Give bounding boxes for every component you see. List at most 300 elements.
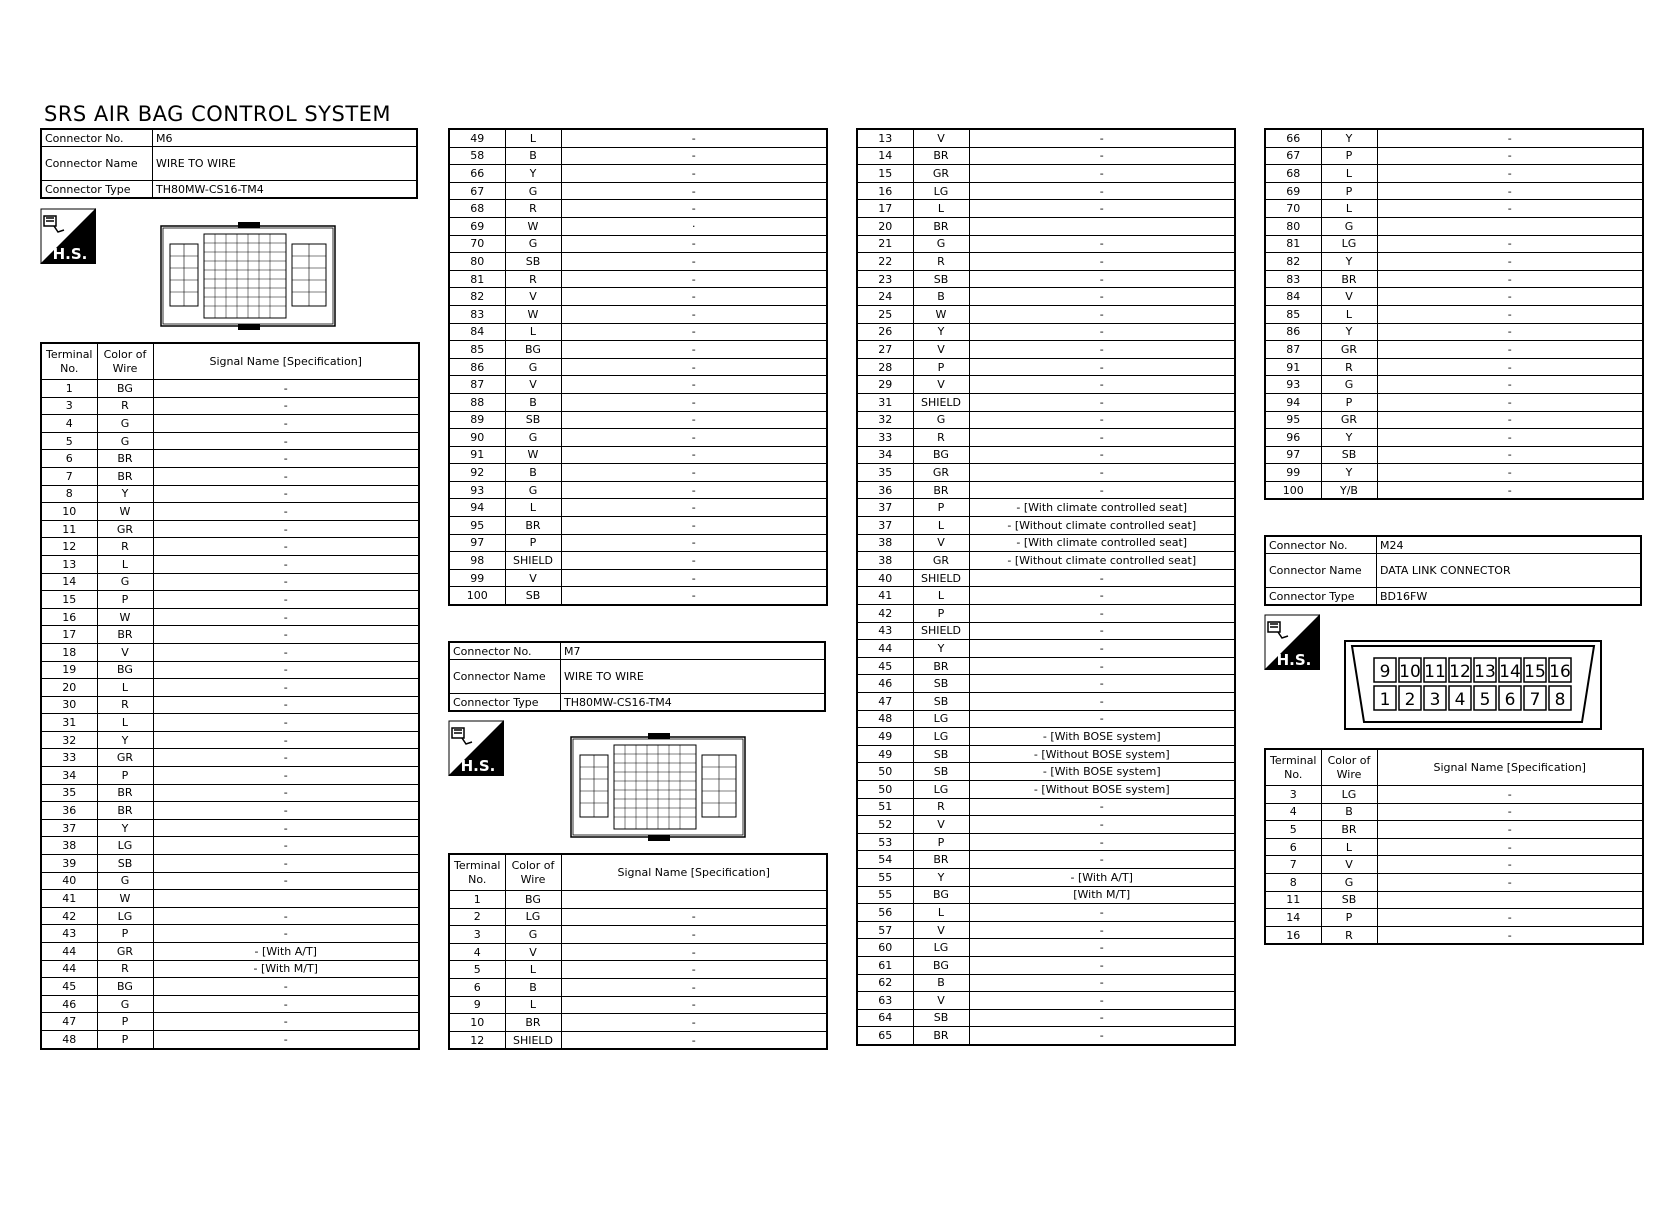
table-row bbox=[857, 446, 1235, 464]
connector-no-value: M7 bbox=[561, 642, 826, 660]
table-row bbox=[857, 851, 1235, 869]
wire-color: G bbox=[1321, 873, 1377, 891]
table-row bbox=[41, 960, 419, 978]
table-row bbox=[857, 833, 1235, 851]
terminal-no: 87 bbox=[449, 376, 505, 394]
table-row bbox=[857, 253, 1235, 271]
terminal-no: 65 bbox=[857, 1027, 913, 1045]
table-row bbox=[857, 129, 1235, 147]
signal-name: - bbox=[1377, 926, 1643, 944]
wire-color: P bbox=[913, 605, 969, 623]
signal-name: - bbox=[969, 587, 1235, 605]
wire-color: B bbox=[505, 393, 561, 411]
table-row bbox=[857, 745, 1235, 763]
table-row bbox=[41, 538, 419, 556]
table-row bbox=[41, 925, 419, 943]
table-row bbox=[41, 855, 419, 873]
signal-name: - bbox=[561, 411, 827, 429]
signal-name: - bbox=[969, 640, 1235, 658]
table-row bbox=[857, 147, 1235, 165]
wire-color: SB bbox=[913, 675, 969, 693]
signal-name: - bbox=[561, 253, 827, 271]
wire-color: GR bbox=[97, 520, 153, 538]
table-row bbox=[857, 921, 1235, 939]
terminal-no: 82 bbox=[449, 288, 505, 306]
signal-name: - bbox=[969, 675, 1235, 693]
terminal-no: 34 bbox=[857, 446, 913, 464]
table-row bbox=[449, 165, 827, 183]
wire-color: L bbox=[913, 904, 969, 922]
wire-color: BR bbox=[913, 851, 969, 869]
signal-name: - bbox=[153, 819, 419, 837]
wire-color: V bbox=[1321, 856, 1377, 874]
wire-color: SHIELD bbox=[913, 569, 969, 587]
signal-name: - bbox=[561, 270, 827, 288]
terminal-no: 17 bbox=[41, 626, 97, 644]
terminal-no: 50 bbox=[857, 780, 913, 798]
terminal-no: 83 bbox=[1265, 270, 1321, 288]
terminal-no: 47 bbox=[857, 693, 913, 711]
table-row bbox=[449, 129, 827, 147]
terminal-no: 85 bbox=[449, 341, 505, 359]
terminal-no: 99 bbox=[449, 569, 505, 587]
harness-side-icon bbox=[448, 720, 504, 776]
connector-name-value: WIRE TO WIRE bbox=[561, 660, 826, 694]
terminal-no: 16 bbox=[1265, 926, 1321, 944]
harness-side-icon bbox=[1264, 614, 1320, 670]
table-row bbox=[1265, 429, 1643, 447]
wire-color: Y bbox=[1321, 129, 1377, 147]
wire-color: GR bbox=[913, 552, 969, 570]
table-row bbox=[857, 569, 1235, 587]
table-row bbox=[1265, 129, 1643, 147]
signal-name: - bbox=[1377, 481, 1643, 499]
table-row bbox=[449, 891, 827, 909]
table-row bbox=[1265, 446, 1643, 464]
signal-name: - bbox=[969, 710, 1235, 728]
table-row bbox=[1265, 803, 1643, 821]
table-row bbox=[449, 978, 827, 996]
terminal-no: 21 bbox=[857, 235, 913, 253]
signal-name: - bbox=[561, 978, 827, 996]
wire-color: BG bbox=[913, 446, 969, 464]
wire-color: BG bbox=[913, 886, 969, 904]
signal-name: - [With climate controlled seat] bbox=[969, 534, 1235, 552]
table-row bbox=[857, 411, 1235, 429]
wire-color: V bbox=[913, 534, 969, 552]
wire-color: L bbox=[913, 587, 969, 605]
signal-name: - bbox=[969, 1009, 1235, 1027]
terminal-no-header: Terminal No. bbox=[41, 343, 97, 380]
terminal-no: 49 bbox=[857, 728, 913, 746]
terminal-no: 48 bbox=[857, 710, 913, 728]
terminal-no: 66 bbox=[1265, 129, 1321, 147]
table-row bbox=[41, 591, 419, 609]
signal-name: - bbox=[153, 855, 419, 873]
signal-name: - bbox=[561, 165, 827, 183]
table-row bbox=[857, 640, 1235, 658]
wire-color: L bbox=[97, 555, 153, 573]
signal-name: - bbox=[969, 605, 1235, 623]
terminal-no: 81 bbox=[1265, 235, 1321, 253]
signal-name: - bbox=[561, 569, 827, 587]
terminal-no: 35 bbox=[857, 464, 913, 482]
table-row bbox=[449, 552, 827, 570]
table-row bbox=[1265, 376, 1643, 394]
terminal-no: 67 bbox=[449, 182, 505, 200]
table-row bbox=[857, 552, 1235, 570]
pin-number: 5 bbox=[1479, 690, 1491, 710]
terminal-no: 3 bbox=[1265, 786, 1321, 804]
wire-color: BR bbox=[97, 450, 153, 468]
terminal-no: 48 bbox=[41, 1030, 97, 1048]
signal-name: - bbox=[153, 608, 419, 626]
wire-color: BR bbox=[97, 802, 153, 820]
signal-name: - bbox=[153, 978, 419, 996]
wire-color: Y bbox=[1321, 253, 1377, 271]
terminal-no: 61 bbox=[857, 956, 913, 974]
table-row bbox=[857, 288, 1235, 306]
table-row bbox=[1265, 393, 1643, 411]
table-row bbox=[41, 432, 419, 450]
wire-color: L bbox=[913, 200, 969, 218]
terminal-no: 20 bbox=[41, 679, 97, 697]
terminal-no: 31 bbox=[41, 714, 97, 732]
table-row bbox=[449, 288, 827, 306]
terminal-no: 7 bbox=[41, 467, 97, 485]
wire-color: BR bbox=[505, 1014, 561, 1032]
wire-color: BR bbox=[1321, 821, 1377, 839]
signal-name: - bbox=[561, 1014, 827, 1032]
table-row bbox=[41, 397, 419, 415]
table-row bbox=[41, 1030, 419, 1048]
signal-name-header: Signal Name [Specification] bbox=[1377, 749, 1643, 786]
m6-connector-info bbox=[40, 128, 418, 199]
signal-name: - [With climate controlled seat] bbox=[969, 499, 1235, 517]
table-row bbox=[1265, 838, 1643, 856]
m24-connector-info bbox=[1264, 535, 1642, 606]
terminal-no: 33 bbox=[41, 749, 97, 767]
table-row bbox=[857, 358, 1235, 376]
wire-color: BG bbox=[97, 380, 153, 398]
table-row bbox=[857, 534, 1235, 552]
pin-number: 12 bbox=[1449, 662, 1471, 682]
terminal-no-header: Terminal No. bbox=[449, 854, 505, 891]
wire-color: GR bbox=[913, 464, 969, 482]
signal-name: - bbox=[561, 288, 827, 306]
connector-no-value: M24 bbox=[1377, 536, 1642, 554]
table-row bbox=[857, 992, 1235, 1010]
wire-color-header: Color of Wire bbox=[1321, 749, 1377, 786]
signal-name: - bbox=[1377, 129, 1643, 147]
table-row bbox=[857, 587, 1235, 605]
table-row bbox=[449, 569, 827, 587]
terminal-no: 6 bbox=[449, 978, 505, 996]
terminal-no: 1 bbox=[41, 380, 97, 398]
terminal-no: 88 bbox=[449, 393, 505, 411]
wire-color: W bbox=[97, 608, 153, 626]
wire-color: B bbox=[913, 288, 969, 306]
wire-color: BR bbox=[913, 147, 969, 165]
wire-color: R bbox=[913, 798, 969, 816]
terminal-no: 87 bbox=[1265, 341, 1321, 359]
terminal-no: 68 bbox=[1265, 165, 1321, 183]
wire-color: V bbox=[505, 376, 561, 394]
terminal-no: 90 bbox=[449, 429, 505, 447]
signal-name: - bbox=[153, 995, 419, 1013]
terminal-no: 91 bbox=[1265, 358, 1321, 376]
signal-name: - bbox=[969, 569, 1235, 587]
terminal-no: 20 bbox=[857, 217, 913, 235]
signal-name: - bbox=[153, 731, 419, 749]
table-row bbox=[449, 534, 827, 552]
terminal-no: 42 bbox=[41, 907, 97, 925]
wire-color: Y bbox=[1321, 323, 1377, 341]
wire-color: W bbox=[505, 217, 561, 235]
wire-color: L bbox=[913, 517, 969, 535]
signal-name bbox=[1377, 217, 1643, 235]
signal-name: - bbox=[1377, 358, 1643, 376]
signal-name: - bbox=[153, 450, 419, 468]
table-row bbox=[857, 763, 1235, 781]
table-row bbox=[41, 573, 419, 591]
table-row bbox=[857, 622, 1235, 640]
table-row bbox=[449, 429, 827, 447]
wire-color: LG bbox=[97, 837, 153, 855]
m7-continued-table-2 bbox=[1264, 128, 1644, 500]
table-row bbox=[1265, 891, 1643, 909]
table-row bbox=[449, 908, 827, 926]
wire-color: GR bbox=[1321, 341, 1377, 359]
table-row bbox=[41, 380, 419, 398]
table-row bbox=[1265, 288, 1643, 306]
connector-name-label: Connector Name bbox=[1265, 554, 1377, 588]
wire-color: B bbox=[505, 978, 561, 996]
table-row bbox=[857, 780, 1235, 798]
table-row bbox=[1265, 270, 1643, 288]
signal-name-header: Signal Name [Specification] bbox=[153, 343, 419, 380]
signal-name: - bbox=[561, 908, 827, 926]
signal-name: - bbox=[561, 587, 827, 605]
terminal-no: 68 bbox=[449, 200, 505, 218]
signal-name: - bbox=[969, 657, 1235, 675]
table-row bbox=[41, 767, 419, 785]
wire-color: V bbox=[913, 129, 969, 147]
terminal-no: 15 bbox=[857, 165, 913, 183]
terminal-no: 98 bbox=[449, 552, 505, 570]
terminal-no: 14 bbox=[857, 147, 913, 165]
wire-color: P bbox=[913, 833, 969, 851]
signal-name: - bbox=[1377, 305, 1643, 323]
table-row bbox=[41, 485, 419, 503]
table-row bbox=[857, 323, 1235, 341]
table-row bbox=[857, 429, 1235, 447]
connector-no-label: Connector No. bbox=[1265, 536, 1377, 554]
terminal-no: 43 bbox=[41, 925, 97, 943]
terminal-no: 19 bbox=[41, 661, 97, 679]
signal-name: - bbox=[969, 411, 1235, 429]
wire-color: R bbox=[505, 200, 561, 218]
signal-name: - bbox=[969, 305, 1235, 323]
signal-name: - bbox=[153, 520, 419, 538]
signal-name: [With M/T] bbox=[969, 886, 1235, 904]
m24-data-link-connector-diagram bbox=[1344, 640, 1602, 730]
table-row bbox=[41, 872, 419, 890]
wire-color: V bbox=[913, 376, 969, 394]
terminal-no: 16 bbox=[41, 608, 97, 626]
signal-name: - bbox=[969, 1027, 1235, 1045]
terminal-no: 9 bbox=[449, 996, 505, 1014]
signal-name: - bbox=[1377, 376, 1643, 394]
wire-color: G bbox=[97, 432, 153, 450]
signal-name: - bbox=[153, 626, 419, 644]
wire-color: P bbox=[1321, 393, 1377, 411]
signal-name: - bbox=[561, 235, 827, 253]
signal-name: - bbox=[153, 538, 419, 556]
wire-color: L bbox=[505, 961, 561, 979]
connector-name-value: DATA LINK CONNECTOR bbox=[1377, 554, 1642, 588]
signal-name: - bbox=[561, 1031, 827, 1049]
signal-name: - bbox=[561, 499, 827, 517]
connector-name-label: Connector Name bbox=[41, 147, 153, 181]
terminal-no: 34 bbox=[41, 767, 97, 785]
page-title: SRS AIR BAG CONTROL SYSTEM bbox=[44, 102, 392, 126]
table-row bbox=[1265, 909, 1643, 927]
wire-color: Y bbox=[913, 323, 969, 341]
table-row bbox=[41, 995, 419, 1013]
pin-number: 15 bbox=[1524, 662, 1546, 682]
m7-connector-diagram bbox=[570, 733, 746, 841]
terminal-no: 12 bbox=[449, 1031, 505, 1049]
terminal-no: 18 bbox=[41, 643, 97, 661]
signal-name: - bbox=[153, 380, 419, 398]
table-row bbox=[857, 816, 1235, 834]
table-row bbox=[41, 907, 419, 925]
signal-name bbox=[969, 217, 1235, 235]
wire-color: SB bbox=[505, 587, 561, 605]
table-row bbox=[1265, 464, 1643, 482]
signal-name: - [Without climate controlled seat] bbox=[969, 517, 1235, 535]
terminal-no: 95 bbox=[1265, 411, 1321, 429]
signal-name: - bbox=[969, 429, 1235, 447]
table-row bbox=[857, 939, 1235, 957]
terminal-no: 37 bbox=[41, 819, 97, 837]
terminal-no: 17 bbox=[857, 200, 913, 218]
terminal-no: 53 bbox=[857, 833, 913, 851]
signal-name: - bbox=[969, 939, 1235, 957]
connector-no-label: Connector No. bbox=[449, 642, 561, 660]
wire-color: B bbox=[505, 147, 561, 165]
wire-color: G bbox=[505, 182, 561, 200]
wire-color: W bbox=[913, 305, 969, 323]
signal-name: - bbox=[561, 429, 827, 447]
m24-terminal-table bbox=[1264, 748, 1644, 945]
terminal-no: 3 bbox=[41, 397, 97, 415]
wire-color: R bbox=[913, 429, 969, 447]
terminal-no: 45 bbox=[857, 657, 913, 675]
terminal-no: 29 bbox=[857, 376, 913, 394]
terminal-no: 41 bbox=[41, 890, 97, 908]
terminal-no-header: Terminal No. bbox=[1265, 749, 1321, 786]
signal-name: - [Without BOSE system] bbox=[969, 780, 1235, 798]
signal-name: - bbox=[969, 921, 1235, 939]
signal-name: - bbox=[1377, 803, 1643, 821]
table-row bbox=[857, 904, 1235, 922]
table-row bbox=[41, 819, 419, 837]
signal-name: - bbox=[561, 323, 827, 341]
signal-name: - bbox=[1377, 253, 1643, 271]
signal-name: - bbox=[561, 481, 827, 499]
wire-color: G bbox=[97, 872, 153, 890]
signal-name: - bbox=[153, 591, 419, 609]
signal-name: - bbox=[561, 534, 827, 552]
terminal-no: 57 bbox=[857, 921, 913, 939]
signal-name: - [With M/T] bbox=[153, 960, 419, 978]
wire-color: SB bbox=[1321, 891, 1377, 909]
terminal-no: 43 bbox=[857, 622, 913, 640]
terminal-no: 10 bbox=[449, 1014, 505, 1032]
signal-name: - bbox=[1377, 323, 1643, 341]
m24-header-table bbox=[1264, 535, 1642, 606]
signal-name: - bbox=[969, 393, 1235, 411]
table-row bbox=[857, 235, 1235, 253]
terminal-no: 6 bbox=[1265, 838, 1321, 856]
m6-terminal-table bbox=[40, 342, 420, 1050]
terminal-no: 96 bbox=[1265, 429, 1321, 447]
table-row bbox=[1265, 235, 1643, 253]
wire-color: G bbox=[505, 235, 561, 253]
hs-label: H.S. bbox=[52, 245, 88, 263]
table-row bbox=[41, 467, 419, 485]
signal-name: - bbox=[153, 643, 419, 661]
wire-color: BG bbox=[97, 978, 153, 996]
table-row bbox=[857, 728, 1235, 746]
m24-rows bbox=[1265, 786, 1643, 945]
table-row bbox=[41, 731, 419, 749]
terminal-no: 39 bbox=[41, 855, 97, 873]
terminal-no: 99 bbox=[1265, 464, 1321, 482]
signal-name: - bbox=[1377, 411, 1643, 429]
terminal-no: 97 bbox=[449, 534, 505, 552]
signal-name: - bbox=[969, 956, 1235, 974]
wire-color: LG bbox=[913, 728, 969, 746]
terminal-no: 82 bbox=[1265, 253, 1321, 271]
terminal-no: 25 bbox=[857, 305, 913, 323]
table-row bbox=[857, 956, 1235, 974]
signal-name: - bbox=[561, 926, 827, 944]
signal-name: - bbox=[969, 974, 1235, 992]
table-row bbox=[41, 661, 419, 679]
connector-type-value: BD16FW bbox=[1377, 588, 1642, 606]
signal-name-header: Signal Name [Specification] bbox=[561, 854, 827, 891]
signal-name: - bbox=[1377, 341, 1643, 359]
signal-name: - bbox=[1377, 446, 1643, 464]
terminal-no: 70 bbox=[449, 235, 505, 253]
wire-color: P bbox=[1321, 182, 1377, 200]
m7-terminal-table bbox=[448, 853, 828, 1050]
table-row bbox=[41, 749, 419, 767]
connector-name-value: WIRE TO WIRE bbox=[153, 147, 418, 181]
table-row bbox=[41, 784, 419, 802]
terminal-no: 64 bbox=[857, 1009, 913, 1027]
terminal-no: 13 bbox=[857, 129, 913, 147]
signal-name: - bbox=[153, 872, 419, 890]
terminal-no: 49 bbox=[449, 129, 505, 147]
signal-name: - bbox=[561, 341, 827, 359]
terminal-no: 11 bbox=[41, 520, 97, 538]
signal-name: - bbox=[1377, 147, 1643, 165]
signal-name: - bbox=[561, 182, 827, 200]
